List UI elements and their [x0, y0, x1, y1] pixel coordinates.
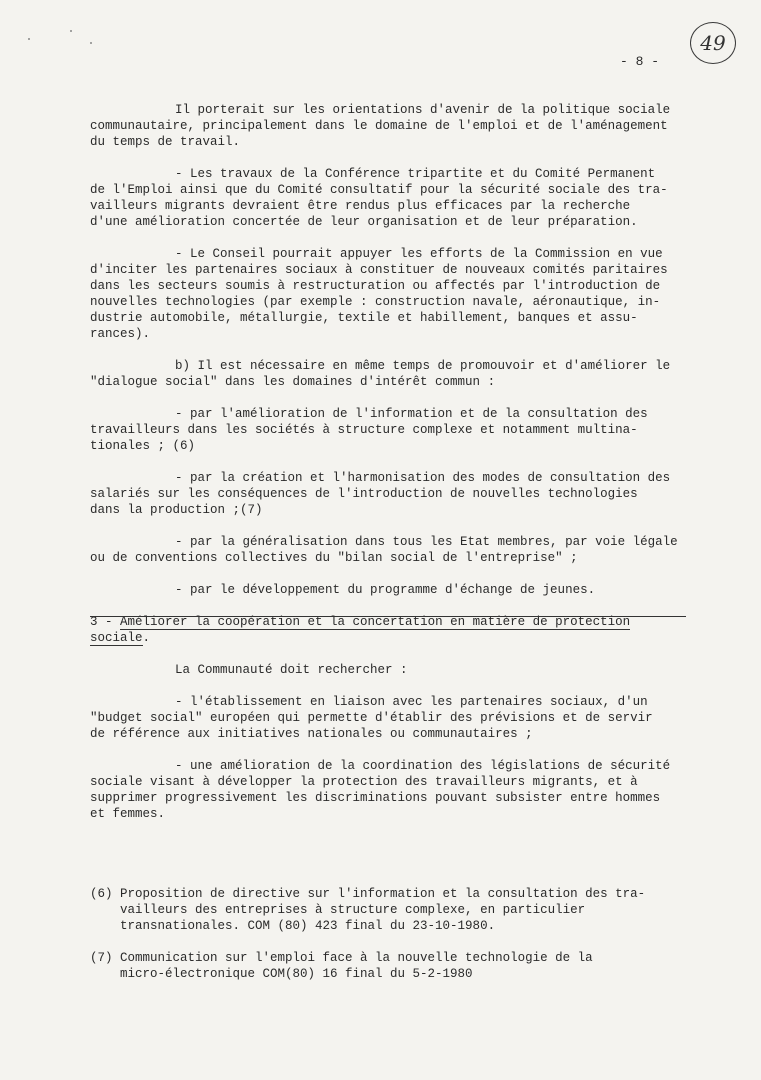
text-line — [90, 630, 150, 646]
page-number: - 8 - — [620, 54, 660, 69]
text-line-content: La Communauté doit rechercher : — [175, 663, 408, 677]
text-line — [90, 374, 495, 390]
text-line — [175, 406, 648, 422]
text-line-content: - par la généralisation dans tous les Etat membres, par voie légale — [175, 535, 678, 549]
text-line — [90, 214, 638, 230]
text-line-content: d'inciter les partenaires sociaux à constituer de nouveaux comités paritaires — [90, 263, 668, 277]
text-line — [90, 886, 645, 902]
text-line-content: dans les secteurs soumis à restructuration ou affectés par l'introduction de — [90, 279, 661, 293]
text-line-content: - par la création et l'harmonisation des modes de consultation des — [175, 471, 671, 485]
text-line-content: d'une amélioration concertée de leur organisation et de leur préparation. — [90, 215, 638, 229]
text-line — [175, 358, 670, 374]
text-line — [175, 662, 408, 678]
text-line — [90, 486, 638, 502]
text-line-content: "dialogue social" dans les domaines d'intérêt commun : — [90, 375, 496, 389]
text-line-content: sociale visant à développer la protection des travailleurs migrants, et à — [90, 775, 638, 789]
text-line — [90, 182, 668, 198]
text-line — [90, 710, 653, 726]
text-line-content: de l'Emploi ainsi que du Comité consultatif pour la sécurité sociale des tra- — [90, 183, 668, 197]
text-line-content: vailleurs des entreprises à structure complexe, en particulier — [90, 903, 586, 917]
text-line-content: dustrie automobile, métallurgie, textile et habillement, banques et assu- — [90, 311, 638, 325]
text-line-content: "budget social" européen qui permette d'établir des prévisions et de servir — [90, 711, 653, 725]
text-line — [90, 726, 533, 742]
text-line — [90, 294, 660, 310]
scan-speck — [70, 30, 72, 32]
text-line-content: rances). — [90, 327, 151, 341]
text-line-content: vailleurs migrants devraient être rendus plus efficaces par la recherche — [90, 199, 631, 213]
text-line — [90, 118, 668, 134]
text-line-content: dans la production ;(7) — [90, 503, 263, 517]
text-line-content: travailleurs dans les sociétés à structure complexe et notamment multina- — [90, 423, 638, 437]
text-line-content: - Les travaux de la Conférence tripartite et du Comité Permanent — [175, 167, 656, 181]
text-line — [90, 774, 638, 790]
text-line — [90, 790, 660, 806]
section-underline-rule — [90, 616, 686, 617]
text-line-content: de référence aux initiatives nationales ou communautaires ; — [90, 727, 533, 741]
text-line-content: tionales ; (6) — [90, 439, 196, 453]
text-line — [175, 534, 678, 550]
text-line-content: transnationales. COM (80) 423 final du 23-10-1980. — [90, 919, 496, 933]
text-line — [175, 102, 670, 118]
text-line — [90, 966, 473, 982]
text-line — [175, 582, 595, 598]
heading-tail: . — [142, 631, 151, 645]
text-line — [90, 262, 668, 278]
text-line-content: Il porterait sur les orientations d'avenir de la politique sociale — [175, 103, 671, 117]
scan-speck — [28, 38, 30, 40]
text-line-content: du temps de travail. — [90, 135, 241, 149]
text-line — [90, 950, 593, 966]
text-line — [90, 422, 638, 438]
text-line-content: - Le Conseil pourrait appuyer les efforts de la Commission en vue — [175, 247, 663, 261]
text-line-content: (7) Communication sur l'emploi face à la nouvelle technologie de la — [90, 951, 593, 965]
text-line — [90, 918, 495, 934]
text-line — [90, 902, 585, 918]
text-line-content: salariés sur les conséquences de l'introduction de nouvelles technologies — [90, 487, 638, 501]
text-line-content: - l'établissement en liaison avec les partenaires sociaux, d'un — [175, 695, 648, 709]
text-line-content: et femmes. — [90, 807, 166, 821]
text-line — [90, 502, 263, 518]
text-line — [175, 166, 655, 182]
text-line-content: ou de conventions collectives du "bilan social de l'entreprise" ; — [90, 551, 578, 565]
text-line-content: micro-électronique COM(80) 16 final du 5-2-1980 — [90, 967, 473, 981]
underlined-heading: Améliorer la coopération et la concertation en matière de protection — [120, 615, 631, 629]
text-line-content: b) Il est nécessaire en même temps de promouvoir et d'améliorer le — [175, 359, 671, 373]
underlined-heading: sociale — [90, 631, 143, 645]
text-line — [175, 246, 663, 262]
text-line-content: nouvelles technologies (par exemple : construction navale, aéronautique, in- — [90, 295, 661, 309]
text-line — [90, 438, 195, 454]
text-line — [175, 470, 670, 486]
text-line-content: - par l'amélioration de l'information et de la consultation des — [175, 407, 648, 421]
scan-speck — [90, 42, 92, 44]
text-line — [90, 310, 638, 326]
text-line-content: - une amélioration de la coordination des législations de sécurité — [175, 759, 671, 773]
text-line-content: communautaire, principalement dans le domaine de l'emploi et de l'aménagement — [90, 119, 668, 133]
text-line — [90, 134, 240, 150]
text-line — [175, 758, 670, 774]
text-line-content: - par le développement du programme d'échange de jeunes. — [175, 583, 596, 597]
handwritten-page-annotation: 49 — [690, 22, 736, 64]
text-line-content: 3 - — [90, 615, 121, 629]
text-line — [90, 326, 150, 342]
text-line-content: (6) Proposition de directive sur l'information et la consultation des tra- — [90, 887, 646, 901]
text-line — [175, 694, 648, 710]
text-line — [90, 806, 165, 822]
text-line — [90, 198, 630, 214]
text-line — [90, 550, 578, 566]
text-line-content: supprimer progressivement les discriminations pouvant subsister entre hommes — [90, 791, 661, 805]
text-line — [90, 278, 660, 294]
